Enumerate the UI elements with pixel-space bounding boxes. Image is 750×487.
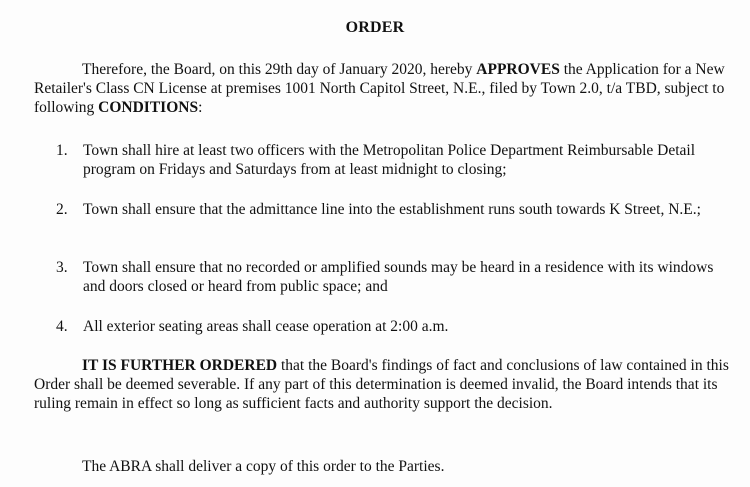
intro-paragraph xyxy=(34,60,734,117)
condition-number: 1. xyxy=(56,142,68,159)
order-heading: ORDER xyxy=(345,19,405,36)
intro-text-2: the Application for a New Retailer's Class CN License at premises 1001 North Capitol Street, N.E., filed by Town 2.0, t/a TBD, subject to following xyxy=(34,61,725,116)
condition-item-2 xyxy=(56,200,736,219)
intro-text-3: : xyxy=(198,99,203,116)
intro-text-1: Therefore, the Board, on this 29th day of January 2020, hereby xyxy=(82,61,477,78)
condition-item-1 xyxy=(56,141,736,179)
further-ordered-emphasis: IT IS FURTHER ORDERED xyxy=(82,357,278,374)
closing-paragraph: The ABRA shall deliver a copy of this order to the Parties. xyxy=(82,458,445,475)
condition-text: Town shall ensure that the admittance line into the establishment runs south towards K Street, N.E.; xyxy=(83,201,701,218)
condition-number: 4. xyxy=(56,318,68,335)
condition-number: 2. xyxy=(56,201,68,218)
condition-number: 3. xyxy=(56,259,68,276)
condition-text: All exterior seating areas shall cease operation at 2:00 a.m. xyxy=(83,318,449,335)
condition-text: Town shall ensure that no recorded or amplified sounds may be heard in a residence with its windows and doors closed or heard from public space; and xyxy=(83,259,714,295)
approves-emphasis: APPROVES xyxy=(476,61,560,78)
further-ordered-text: that the Board's findings of fact and conclusions of law contained in this Order shall be deemed severable. If any part of this determination is deemed invalid, the Board intends that its ruling remain in effect so long as sufficient facts and authority support the decision. xyxy=(34,357,729,412)
conditions-emphasis: CONDITIONS xyxy=(98,99,199,116)
further-ordered-paragraph xyxy=(34,356,734,413)
condition-item-4 xyxy=(56,317,736,336)
condition-text: Town shall hire at least two officers with the Metropolitan Police Department Reimbursable Detail program on Fridays and Saturdays from at least midnight to closing; xyxy=(83,142,696,178)
condition-item-3 xyxy=(56,258,736,296)
